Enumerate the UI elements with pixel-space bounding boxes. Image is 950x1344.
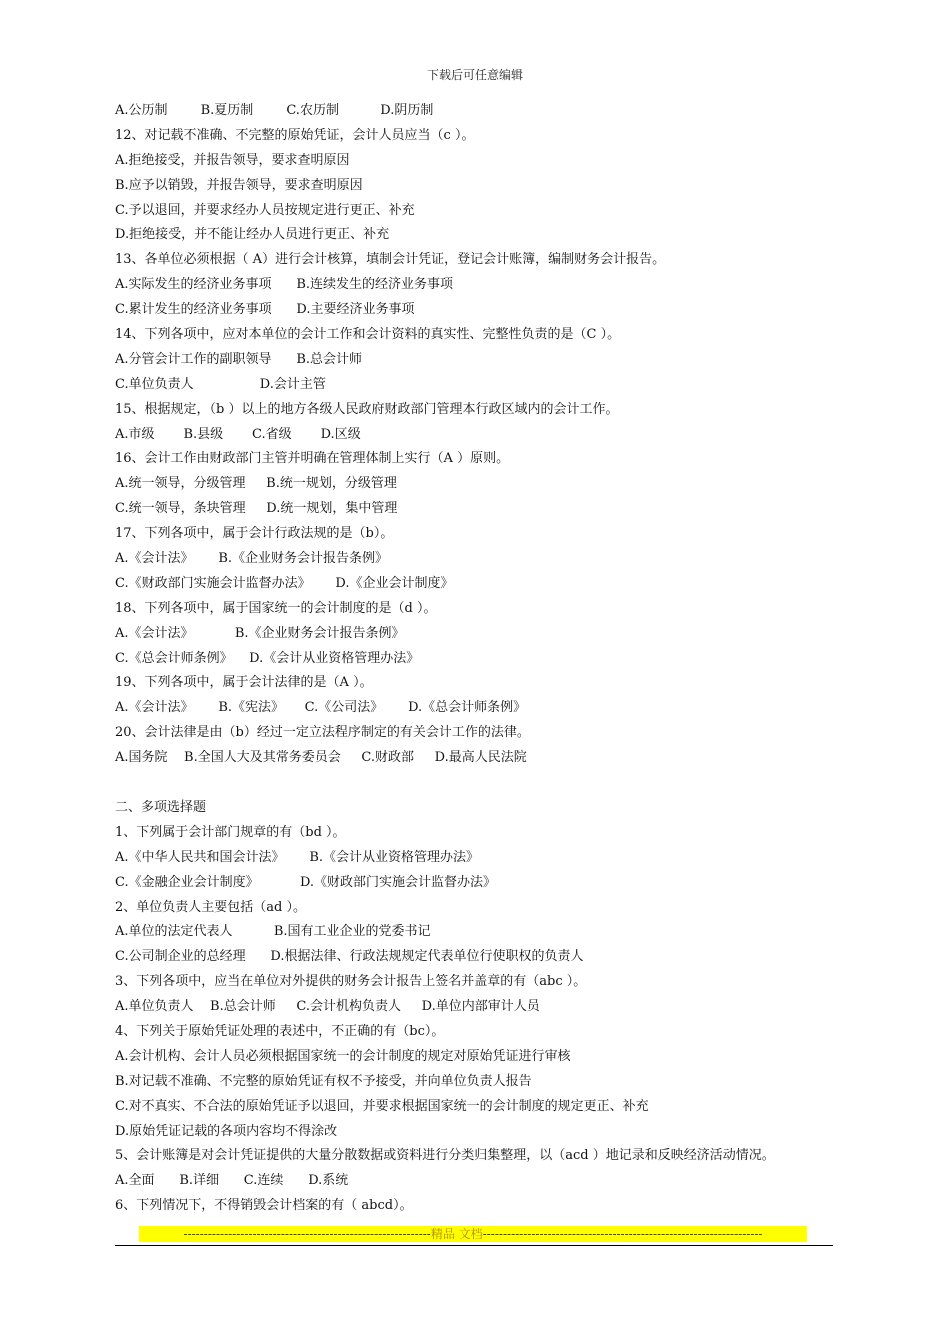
document-line: 19、下列各项中，属于会计法律的是（A ）。	[115, 675, 373, 691]
document-line: C.《金融企业会计制度》 D.《财政部门实施会计监督办法》	[115, 874, 497, 890]
document-line: A.拒绝接受，并报告领导，要求查明原因	[115, 152, 350, 168]
footer-dashes-right: ---------------------------------------------------------------------	[482, 1227, 763, 1241]
document-line: 15、根据规定，（b ）以上的地方各级人民政府财政部门管理本行政区域内的会计工作。	[115, 401, 619, 417]
page-header: 下载后可任意编辑	[426, 68, 523, 82]
document-line	[115, 771, 855, 796]
document-line: 3、下列各项中，应当在单位对外提供的财务会计报告上签名并盖章的有（abc ）。	[115, 974, 587, 990]
document-line: A.《会计法》 B.《宪法》 C.《公司法》 D.《总会计师条例》	[115, 700, 527, 716]
document-body	[115, 99, 855, 1219]
document-line: A.《会计法》 B.《企业财务会计报告条例》	[115, 551, 389, 567]
document-line: A.会计机构、会计人员必须根据国家统一的会计制度的规定对原始凭证进行审核	[115, 1048, 571, 1064]
document-line: 20、会计法律是由（b）经过一定立法程序制定的有关会计工作的法律。	[115, 725, 530, 741]
document-line: 2、单位负责人主要包括（ad ）。	[115, 899, 306, 915]
document-line: 18、下列各项中，属于国家统一的会计制度的是（d ）。	[115, 600, 437, 616]
document-line: D.拒绝接受，并不能让经办人员进行更正、补充	[115, 227, 390, 243]
document-line: A.市级 B.县级 C.省级 D.区级	[115, 426, 361, 442]
document-line: A.全面 B.详细 C.连续 D.系统	[115, 1173, 349, 1189]
document-line: A.《中华人民共和国会计法》 B.《会计从业资格管理办法》	[115, 849, 480, 865]
document-line: C.单位负责人 D.会计主管	[115, 376, 326, 392]
document-line: 13、各单位必须根据（ A）进行会计核算，填制会计凭证，登记会计账簿，编制财务会计报告。	[115, 252, 666, 268]
document-line: A.单位的法定代表人 B.国有工业企业的党委书记	[115, 924, 431, 940]
document-line: C.予以退回，并要求经办人员按规定进行更正、补充	[115, 202, 415, 218]
footer-mark: 精品 文档	[430, 1227, 483, 1241]
document-line: 12、对记载不准确、不完整的原始凭证，会计人员应当（c ）。	[115, 127, 475, 143]
document-line: 6、下列情况下，不得销毁会计档案的有（ abcd）。	[115, 1198, 413, 1214]
document-line: A.单位负责人 B.总会计师 C.会计机构负责人 D.单位内部审计人员	[115, 999, 540, 1015]
document-line: C.《财政部门实施会计监督办法》 D.《企业会计制度》	[115, 575, 454, 591]
document-line: B.应予以销毁，并报告领导，要求查明原因	[115, 177, 363, 193]
document-line: 1、下列属于会计部门规章的有（bd ）。	[115, 824, 346, 840]
document-line: 4、下列关于原始凭证处理的表述中，不正确的有（bc）。	[115, 1023, 445, 1039]
footer-watermark-band	[139, 1226, 807, 1242]
document-line: A.分管会计工作的副职领导 B.总会计师	[115, 351, 363, 367]
document-line: C.公司制企业的总经理 D.根据法律、行政法规规定代表单位行使职权的负责人	[115, 949, 584, 965]
document-line: C.《总会计师条例》 D.《会计从业资格管理办法》	[115, 650, 420, 666]
document-line: C.对不真实、不合法的原始凭证予以退回，并要求根据国家统一的会计制度的规定更正、补充	[115, 1098, 649, 1114]
document-line: C.累计发生的经济业务事项 D.主要经济业务事项	[115, 302, 415, 318]
document-line: A.国务院 B.全国人大及其常务委员会 C.财政部 D.最高人民法院	[115, 750, 527, 766]
footer-dashes-left: -------------------------------------------------------------	[183, 1227, 431, 1241]
document-line: D.原始凭证记载的各项内容均不得涂改	[115, 1123, 338, 1139]
document-line: 14、下列各项中，应对本单位的会计工作和会计资料的真实性、完整性负责的是（C ）。	[115, 327, 621, 343]
document-line: 5、会计账簿是对会计凭证提供的大量分散数据或资料进行分类归集整理，以（acd ）地记录和反映经济活动情况。	[115, 1148, 775, 1164]
footer-rule	[115, 1245, 833, 1246]
document-line: 16、会计工作由财政部门主管并明确在管理体制上实行（A ）原则。	[115, 451, 510, 467]
document-line: C.统一领导，条块管理 D.统一规划，集中管理	[115, 501, 398, 517]
document-line: A.统一领导，分级管理 B.统一规划，分级管理	[115, 476, 397, 492]
document-line: A.公历制 B.夏历制 C.农历制 D.阴历制	[115, 103, 434, 118]
document-line: 17、下列各项中，属于会计行政法规的是（b）。	[115, 526, 394, 542]
document-line: A.《会计法》 B.《企业财务会计报告条例》	[115, 625, 405, 641]
document-line: B.对记载不准确、不完整的原始凭证有权不予接受，并向单位负责人报告	[115, 1073, 532, 1089]
document-line: 二、多项选择题	[115, 799, 207, 815]
document-line: A.实际发生的经济业务事项 B.连续发生的经济业务事项	[115, 277, 454, 293]
